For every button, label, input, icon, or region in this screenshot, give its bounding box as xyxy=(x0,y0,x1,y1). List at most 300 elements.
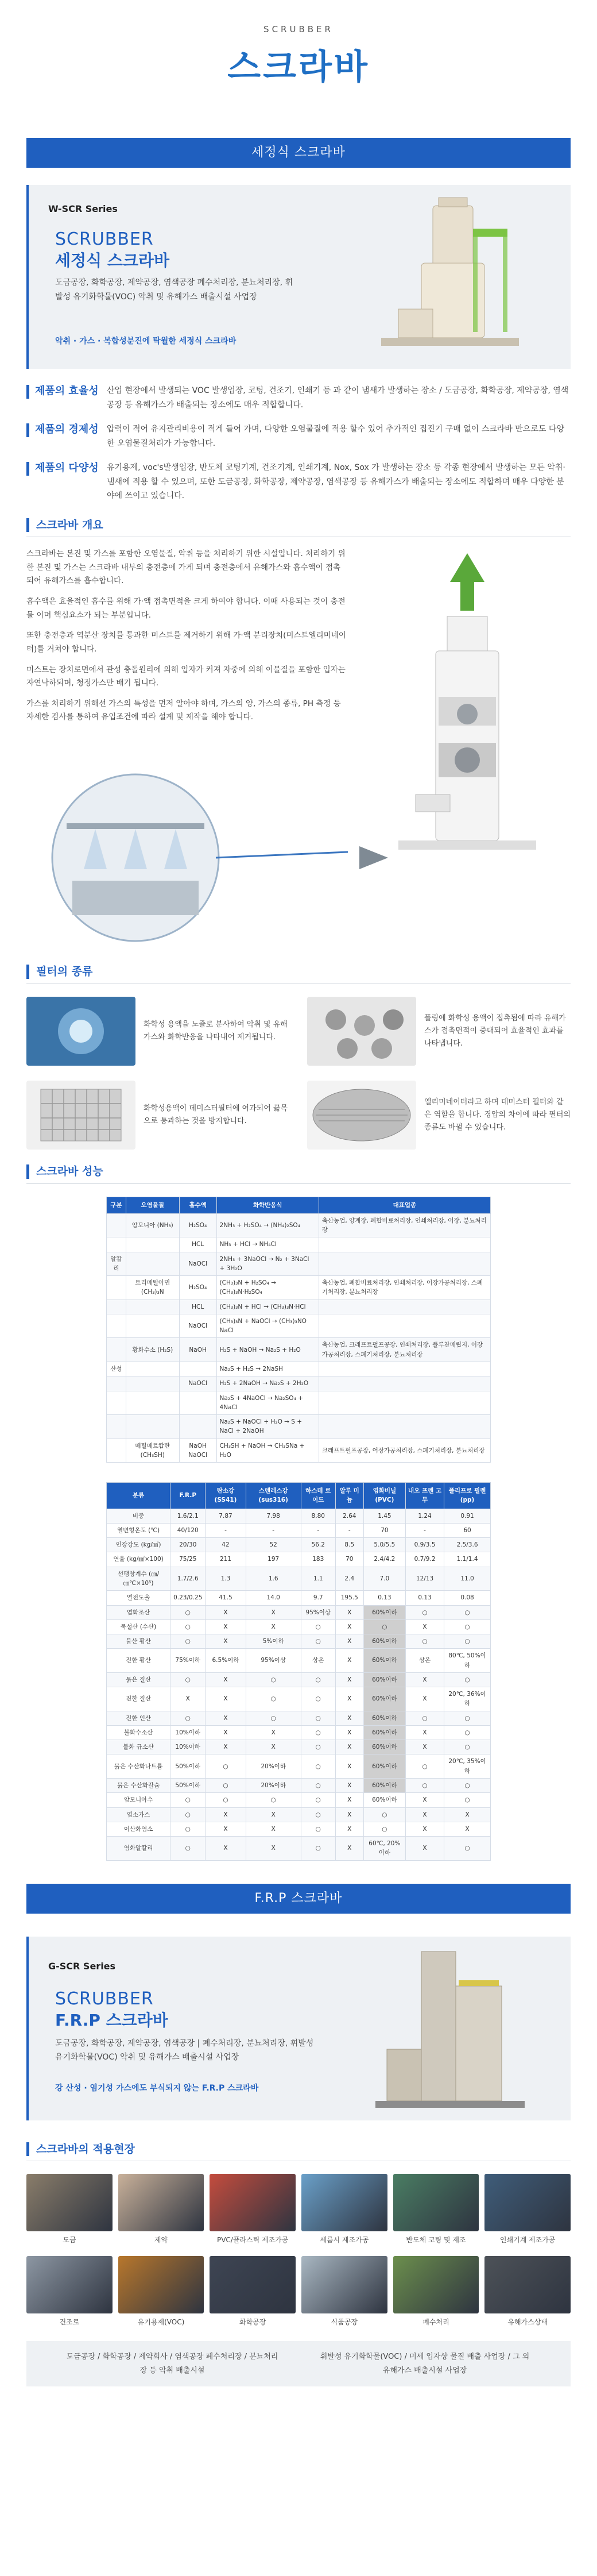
table-cell: ○ xyxy=(444,1711,491,1725)
table-cell xyxy=(107,1213,126,1237)
table-cell: 7.87 xyxy=(206,1509,246,1523)
absorbent-reaction-table xyxy=(106,1197,491,1463)
table-cell: X xyxy=(405,1619,444,1634)
table-cell: (CH₃)₃N + NaOCl → (CH₃)₃NO NaCl xyxy=(216,1314,319,1338)
application-tile xyxy=(484,2256,571,2328)
application-tile xyxy=(210,2256,296,2328)
overview-paragraphs xyxy=(26,547,348,724)
table-cell: ○ xyxy=(170,1672,206,1687)
table-cell: 60%이하 xyxy=(363,1740,405,1754)
table-cell: 이산화염소 xyxy=(107,1822,170,1836)
table-cell xyxy=(319,1415,490,1439)
table-cell: 2.4/4.2 xyxy=(363,1552,405,1567)
table-cell: H₂S + 2NaOH → Na₂S + 2H₂O xyxy=(216,1376,319,1391)
table-cell: 11.0 xyxy=(444,1567,491,1591)
section-band-wet: 세정식 스크라바 xyxy=(26,138,571,168)
table-row xyxy=(107,1237,491,1252)
table-cell: ○ xyxy=(170,1619,206,1634)
table-row xyxy=(107,1778,491,1792)
table-header-cell: 폴리프로 필렌(pp) xyxy=(444,1483,491,1509)
table-cell: 묵설산 (수산) xyxy=(107,1619,170,1634)
table-cell xyxy=(107,1439,126,1463)
table-cell: ○ xyxy=(363,1807,405,1822)
application-tile xyxy=(26,2256,113,2328)
filter-text: 엘리미네이터라고 하며 데미스터 필터와 같은 역할을 합니다. 경압의 차이에 따라 필터의 종류도 바뀔 수 있습니다. xyxy=(424,1097,571,1132)
table-cell: X xyxy=(206,1672,246,1687)
table-cell: NaOH xyxy=(179,1338,216,1362)
table-cell: 5%이하 xyxy=(246,1634,301,1649)
application-photo xyxy=(393,2256,479,2313)
table-cell: 상온 xyxy=(405,1649,444,1673)
overview-paragraph: 가스를 처리하기 위해선 가스의 특성을 먼저 알아야 하며, 가스의 양, 가스의 종류, PH 측정 등 자세한 검사를 통하여 유입조건에 따라 설계 및 제작을 해야 합니다. xyxy=(26,699,341,722)
table-cell: 비중 xyxy=(107,1509,170,1523)
table-row xyxy=(107,1725,491,1740)
table-cell xyxy=(319,1252,490,1276)
table-cell: X xyxy=(335,1822,363,1836)
scrubber-tower-illustration xyxy=(307,194,548,361)
table-row xyxy=(107,1754,491,1779)
filters-grid xyxy=(26,997,571,1150)
table-cell: 염화조산 xyxy=(107,1605,170,1619)
table-cell: X xyxy=(246,1725,301,1740)
overview-section xyxy=(26,547,571,950)
table-header-cell: F.R.P xyxy=(170,1483,206,1509)
table-cell: 진한 질산 xyxy=(107,1687,170,1711)
table-cell: 암모니아수 xyxy=(107,1793,170,1807)
table-cell: 50%이하 xyxy=(170,1754,206,1779)
table-cell: ○ xyxy=(301,1837,335,1861)
table-cell: 5.0/5.5 xyxy=(363,1538,405,1552)
table-cell: 60%이하 xyxy=(363,1672,405,1687)
table-cell: ○ xyxy=(301,1672,335,1687)
table-cell: 열전도율 xyxy=(107,1591,170,1605)
table-cell: 20℃, 35%이하 xyxy=(444,1754,491,1779)
table-cell: ○ xyxy=(170,1711,206,1725)
table-cell: ○ xyxy=(444,1619,491,1634)
section-title-applications: 스크라바의 적용현장 xyxy=(26,2142,571,2157)
table-cell: X xyxy=(335,1725,363,1740)
table-cell: 56.2 xyxy=(301,1538,335,1552)
table-cell: X xyxy=(206,1634,246,1649)
table-cell: 70 xyxy=(363,1523,405,1537)
table-cell: 60%이하 xyxy=(363,1793,405,1807)
table-cell: X xyxy=(405,1822,444,1836)
application-photo xyxy=(118,2174,204,2231)
filter-item-eliminator xyxy=(307,1081,571,1150)
application-tile xyxy=(118,2256,204,2328)
table-cell: X xyxy=(206,1605,246,1619)
application-tile xyxy=(26,2174,113,2246)
features-list xyxy=(26,384,571,503)
table-header-cell: 분류 xyxy=(107,1483,170,1509)
table-row xyxy=(107,1634,491,1649)
table-cell xyxy=(126,1252,179,1276)
table-cell: ○ xyxy=(301,1740,335,1754)
table-header-cell: 흡수액 xyxy=(179,1197,216,1213)
table-cell: ○ xyxy=(301,1711,335,1725)
table-cell xyxy=(107,1376,126,1391)
table-cell: ○ xyxy=(170,1822,206,1836)
table-cell: 60%이하 xyxy=(363,1778,405,1792)
application-tile xyxy=(393,2174,479,2246)
table-cell: NH₃ + HCl → NH₄Cl xyxy=(216,1237,319,1252)
product-series: W-SCR Series xyxy=(48,203,118,214)
table-cell xyxy=(126,1362,179,1376)
table-cell: Na₂S + 4NaOCl → Na₂SO₄ + 4NaCl xyxy=(216,1391,319,1415)
table-cell: ○ xyxy=(301,1822,335,1836)
table-cell: 트리메틸아민 (CH₃)₃N xyxy=(126,1276,179,1300)
product-title-ko: F.R.P 스크라바 xyxy=(55,2010,168,2030)
table-cell: 1.6/2.1 xyxy=(170,1509,206,1523)
table-row xyxy=(107,1362,491,1376)
table-cell: 크래프트펄프공장, 어장가공처리장, 스폐기처리장, 분뇨처리장 xyxy=(319,1439,490,1463)
table-cell: 7.0 xyxy=(363,1567,405,1591)
divider xyxy=(26,1183,571,1184)
table-cell: 상온 xyxy=(301,1649,335,1673)
section-band-frp: F.R.P 스크라바 xyxy=(26,1884,571,1914)
table-row xyxy=(107,1649,491,1673)
table-cell: - xyxy=(405,1523,444,1537)
table-cell: 2.5/3.6 xyxy=(444,1538,491,1552)
table-cell: 41.5 xyxy=(206,1591,246,1605)
section-title-overview: 스크라바 개요 xyxy=(26,518,571,533)
table-cell: 황화수소 (H₂S) xyxy=(126,1338,179,1362)
table-cell: Na₂S + H₂S → 2NaSH xyxy=(216,1362,319,1376)
footer-summary xyxy=(26,2341,571,2386)
table-cell: ○ xyxy=(444,1837,491,1861)
filter-item-spray xyxy=(26,997,290,1066)
application-tile xyxy=(393,2256,479,2328)
table-cell: 축산농업, 양계장, 폐합비료처리장, 인쇄처리장, 어장, 분뇨처리장 xyxy=(319,1213,490,1237)
table-cell: 60%이하 xyxy=(363,1711,405,1725)
overview-paragraph: 또한 충전층과 역분산 장치를 통과한 미스트를 제거하기 위해 가·액 분리장치(미스트엘리미네이터)를 거쳐야 합니다. xyxy=(26,631,346,654)
table-cell: ○ xyxy=(444,1672,491,1687)
table-cell xyxy=(126,1415,179,1439)
application-photo xyxy=(210,2174,296,2231)
application-label: PVC/플라스틱 제조가공 xyxy=(216,2236,289,2245)
table-cell: 9.7 xyxy=(301,1591,335,1605)
filter-item-demister xyxy=(26,1081,290,1150)
table-cell: ○ xyxy=(206,1754,246,1779)
application-photo xyxy=(118,2256,204,2313)
table-cell: 211 xyxy=(206,1552,246,1567)
table-row xyxy=(107,1711,491,1725)
application-tile xyxy=(301,2174,387,2246)
table-cell: 1.1 xyxy=(301,1567,335,1591)
table-cell: ○ xyxy=(444,1740,491,1754)
demister-filter-photo xyxy=(26,1081,135,1150)
table-cell: ○ xyxy=(405,1605,444,1619)
table-cell: 0.91 xyxy=(444,1509,491,1523)
table-cell: X xyxy=(335,1740,363,1754)
water-spray-photo xyxy=(26,997,135,1066)
table-cell: CH₃SH + NaOH → CH₃SNa + H₂O xyxy=(216,1439,319,1463)
table-cell: X xyxy=(246,1822,301,1836)
eliminator-filter-photo xyxy=(307,1081,416,1150)
table-cell: 10%이하 xyxy=(170,1740,206,1754)
table-cell: 60%이하 xyxy=(363,1725,405,1740)
table-cell: 산성 xyxy=(107,1362,126,1376)
table-cell: 40/120 xyxy=(170,1523,206,1537)
table-cell: 묽은 수산화칼슘 xyxy=(107,1778,170,1792)
table-header-cell: 스텐레스강 (sus316) xyxy=(246,1483,301,1509)
overview-paragraph: 미스트는 장치로면에서 관성 충돌원리에 의해 입자가 커져 자중에 의해 이물질들 포함한 입자는 자연낙하되며, 청정가스만 배기 됩니다. xyxy=(26,665,346,688)
table-cell: X xyxy=(335,1619,363,1634)
application-photo xyxy=(26,2256,113,2313)
table-cell: ○ xyxy=(301,1687,335,1711)
table-row xyxy=(107,1591,491,1605)
product-description: 도금공장, 화학공장, 제약공장, 염색공장 | 폐수처리장, 분뇨처리장, 휘발성 유기화학물(VOC) 악취 및 유해가스 배출시설 사업장 xyxy=(55,2038,314,2062)
table-cell: 20/30 xyxy=(170,1538,206,1552)
table-row xyxy=(107,1552,491,1567)
table-cell: 불화수소산 xyxy=(107,1725,170,1740)
footer-left-text: 도금공장 / 화학공장 / 제약회사 / 염색공장 폐수처리장 / 분뇨처리장 등 악취 배출시설 xyxy=(66,2353,278,2375)
table-cell: 1.1/1.4 xyxy=(444,1552,491,1567)
feature-text: 산업 현장에서 발생되는 VOC 발생업장, 코팅, 건조기, 인쇄기 등 과 같이 냄새가 발생하는 장소 / 도금공장, 화학공장, 제약공장, 염색공장 등 유해가스가 배출되는 장소에도 매우 적합합니다. xyxy=(107,386,569,410)
table-cell: X xyxy=(335,1754,363,1779)
table-row xyxy=(107,1567,491,1591)
table-cell: X xyxy=(335,1793,363,1807)
table-cell: 2NH₃ + H₂SO₄ → (NH₄)₂SO₄ xyxy=(216,1213,319,1237)
table-cell: 60℃, 20%이하 xyxy=(363,1837,405,1861)
table-header-cell: 내오 프렌 고무 xyxy=(405,1483,444,1509)
table-row xyxy=(107,1538,491,1552)
table-row xyxy=(107,1415,491,1439)
table-cell: 60%이하 xyxy=(363,1649,405,1673)
table-cell: X xyxy=(444,1822,491,1836)
table-cell: 축산농업, 폐합비료처리장, 인쇄처리장, 어장가공처리장, 스폐기처리장, 분뇨처리장 xyxy=(319,1276,490,1300)
application-label: 화학공장 xyxy=(239,2317,266,2326)
table-cell: 60 xyxy=(444,1523,491,1537)
table-cell: HCL xyxy=(179,1299,216,1314)
table-cell: X xyxy=(246,1740,301,1754)
table-cell: 60%이하 xyxy=(363,1754,405,1779)
table-cell: X xyxy=(405,1793,444,1807)
table-cell: 75/25 xyxy=(170,1552,206,1567)
table-cell: 42 xyxy=(206,1538,246,1552)
pall-ring-photo xyxy=(307,997,416,1066)
table-cell: X xyxy=(405,1672,444,1687)
applications-grid xyxy=(26,2174,571,2327)
overview-paragraph: 스크라바는 본진 및 가스를 포함한 오염물질, 악취 등을 처리하기 위한 시설입니다. 처리하기 위한 본진 및 가스는 스크라바 내부의 충전층에 가게 되며 충전층에서 유해가스와 흡수액이 접촉되어 유해가스를 흡수합니다. xyxy=(26,549,346,586)
table-cell: X xyxy=(405,1807,444,1822)
table-cell: 183 xyxy=(301,1552,335,1567)
feature-label: 제품의 다양성 xyxy=(26,462,107,476)
table-row xyxy=(107,1619,491,1634)
table-row xyxy=(107,1822,491,1836)
table-cell: 1.3 xyxy=(206,1567,246,1591)
table-cell: 묽은 질산 xyxy=(107,1672,170,1687)
table-cell: ○ xyxy=(405,1634,444,1649)
table-cell: ○ xyxy=(444,1778,491,1792)
table-cell: ○ xyxy=(246,1672,301,1687)
table-row xyxy=(107,1740,491,1754)
table-cell: 75%이하 xyxy=(170,1649,206,1673)
table-cell: 메틸메르캅탄 (CH₃SH) xyxy=(126,1439,179,1463)
table-cell: 10%이하 xyxy=(170,1725,206,1740)
table-cell: 1.24 xyxy=(405,1509,444,1523)
table-cell: X xyxy=(335,1687,363,1711)
table-cell: ○ xyxy=(405,1754,444,1779)
table-cell: X xyxy=(405,1725,444,1740)
table-cell: ○ xyxy=(170,1605,206,1619)
table-cell xyxy=(126,1299,179,1314)
table-cell: ○ xyxy=(246,1793,301,1807)
table-cell: NaOCl xyxy=(179,1252,216,1276)
table-cell: 1.7/2.6 xyxy=(170,1567,206,1591)
table-cell: X xyxy=(444,1807,491,1822)
table-cell: 95%이상 xyxy=(246,1649,301,1673)
table-cell: NaOCl xyxy=(179,1376,216,1391)
table-cell: 20%이하 xyxy=(246,1778,301,1792)
table-cell: - xyxy=(206,1523,246,1537)
table-row xyxy=(107,1672,491,1687)
table-row xyxy=(107,1276,491,1300)
table-cell: 알칼리 xyxy=(107,1252,126,1276)
table-cell xyxy=(107,1338,126,1362)
table-cell: 진한 황산 xyxy=(107,1649,170,1673)
material-resistance-table xyxy=(106,1482,491,1860)
table-row xyxy=(107,1807,491,1822)
table-row xyxy=(107,1837,491,1861)
table-cell: 8.80 xyxy=(301,1509,335,1523)
table-cell: 2NH₃ + 3NaOCl → N₂ + 3NaCl + 3H₂O xyxy=(216,1252,319,1276)
table-cell: X xyxy=(335,1837,363,1861)
table-cell xyxy=(107,1276,126,1300)
hero-ko-title: 스크라바 xyxy=(227,47,370,88)
table-cell: 195.5 xyxy=(335,1591,363,1605)
table-cell xyxy=(107,1415,126,1439)
table-cell xyxy=(179,1362,216,1376)
table-cell: X xyxy=(405,1687,444,1711)
table-cell: 0.23/0.25 xyxy=(170,1591,206,1605)
table-row xyxy=(107,1793,491,1807)
table-header-cell: 구분 xyxy=(107,1197,126,1213)
table-cell: 0.08 xyxy=(444,1591,491,1605)
application-photo xyxy=(393,2174,479,2231)
table-header-cell: 화학반응식 xyxy=(216,1197,319,1213)
table-cell: 197 xyxy=(246,1552,301,1567)
feature-economy xyxy=(26,422,571,450)
table-row xyxy=(107,1299,491,1314)
table-cell: 인장강도 (kg/㎟) xyxy=(107,1538,170,1552)
table-cell xyxy=(107,1237,126,1252)
table-cell: 염화알칼리 xyxy=(107,1837,170,1861)
table-cell: 2.4 xyxy=(335,1567,363,1591)
table-row xyxy=(107,1338,491,1362)
table-cell: - xyxy=(301,1523,335,1537)
table-cell: (CH₃)₃N + H₂SO₄ → (CH₃)₃N·H₂SO₄ xyxy=(216,1276,319,1300)
table-cell: H₂S + NaOH → Na₂S + H₂O xyxy=(216,1338,319,1362)
table-cell xyxy=(319,1237,490,1252)
product-title-ko: 세정식 스크라바 xyxy=(55,251,170,270)
product-card-frp xyxy=(26,1937,571,2120)
table-cell: ○ xyxy=(301,1725,335,1740)
application-label: 제약 xyxy=(154,2236,168,2245)
table-cell: X xyxy=(170,1687,206,1711)
feature-label: 제품의 경제성 xyxy=(26,423,107,437)
table-row xyxy=(107,1391,491,1415)
table-cell: 95%이상 xyxy=(301,1605,335,1619)
table-cell: 불화 규소산 xyxy=(107,1740,170,1754)
table-cell: 60%이하 xyxy=(363,1634,405,1649)
table-cell: X xyxy=(206,1740,246,1754)
table-cell: X xyxy=(246,1605,301,1619)
filter-item-pall-ring xyxy=(307,997,571,1066)
table-cell: - xyxy=(335,1523,363,1537)
application-photo xyxy=(26,2174,113,2231)
table-cell: 12/13 xyxy=(405,1567,444,1591)
table-cell: 14.0 xyxy=(246,1591,301,1605)
table-cell: ○ xyxy=(170,1793,206,1807)
table-cell: ○ xyxy=(301,1634,335,1649)
feature-label: 제품의 효율성 xyxy=(26,385,107,399)
table-cell: 1.6 xyxy=(246,1567,301,1591)
table-cell: ○ xyxy=(246,1711,301,1725)
spray-nozzle-diagram xyxy=(49,772,451,944)
table-row xyxy=(107,1252,491,1276)
table-cell: X xyxy=(206,1725,246,1740)
table-cell: 1.45 xyxy=(363,1509,405,1523)
frp-scrubber-illustration xyxy=(307,1946,548,2112)
table-cell: 0.7/9.2 xyxy=(405,1552,444,1567)
table-cell: 암모니아 (NH₃) xyxy=(126,1213,179,1237)
table-row xyxy=(107,1509,491,1523)
application-label: 폐수처리 xyxy=(422,2317,449,2326)
table-cell: X xyxy=(405,1740,444,1754)
table-cell: 60%이하 xyxy=(363,1605,405,1619)
table-header-cell: 탄소강 (SS41) xyxy=(206,1483,246,1509)
table-cell: ○ xyxy=(170,1634,206,1649)
product-tagline: 강 산성 · 염기성 가스에도 부식되지 않는 F.R.P 스크라바 xyxy=(55,2083,259,2093)
table-cell: 2.64 xyxy=(335,1509,363,1523)
table-cell: X xyxy=(335,1672,363,1687)
table-cell: 70 xyxy=(335,1552,363,1567)
filter-text: 폴링에 화학성 용액이 접촉됨에 따라 유해가스가 접촉면적이 증대되어 효율적인 효과를 나타냅니다. xyxy=(424,1013,566,1048)
application-label: 건조로 xyxy=(59,2317,80,2326)
table-cell: ○ xyxy=(170,1837,206,1861)
hero xyxy=(0,0,597,138)
table-cell: 20%이하 xyxy=(246,1754,301,1779)
application-label: 식품공장 xyxy=(331,2317,358,2326)
table-cell: ○ xyxy=(444,1605,491,1619)
table-cell: X xyxy=(206,1822,246,1836)
table-header-cell: 염화비닐 (PVC) xyxy=(363,1483,405,1509)
application-label: 반도체 코팅 및 제조 xyxy=(406,2236,466,2245)
table-cell: ○ xyxy=(444,1793,491,1807)
table-cell: HCL xyxy=(179,1237,216,1252)
table-cell xyxy=(179,1415,216,1439)
table-cell: 0.13 xyxy=(363,1591,405,1605)
application-photo xyxy=(301,2174,387,2231)
application-label: 세륨시 제조가공 xyxy=(320,2236,369,2245)
table-cell: ○ xyxy=(405,1778,444,1792)
table-row xyxy=(107,1439,491,1463)
table-row xyxy=(107,1523,491,1537)
table-header-cell: 대표업종 xyxy=(319,1197,490,1213)
table-cell: 52 xyxy=(246,1538,301,1552)
section-title-performance: 스크라바 성능 xyxy=(26,1164,571,1179)
table-cell: 열변형온도 (℃) xyxy=(107,1523,170,1537)
table-row xyxy=(107,1687,491,1711)
feature-diversity xyxy=(26,461,571,503)
table-cell: NaOCl xyxy=(179,1314,216,1338)
table-cell: X xyxy=(405,1837,444,1861)
table-cell: 연율 (kg/㎟×100) xyxy=(107,1552,170,1567)
application-label: 유기용제(VOC) xyxy=(137,2317,185,2326)
application-label: 도금 xyxy=(63,2236,76,2245)
table-cell: Na₂S + NaOCl + H₂O → S + NaCl + 2NaOH xyxy=(216,1415,319,1439)
